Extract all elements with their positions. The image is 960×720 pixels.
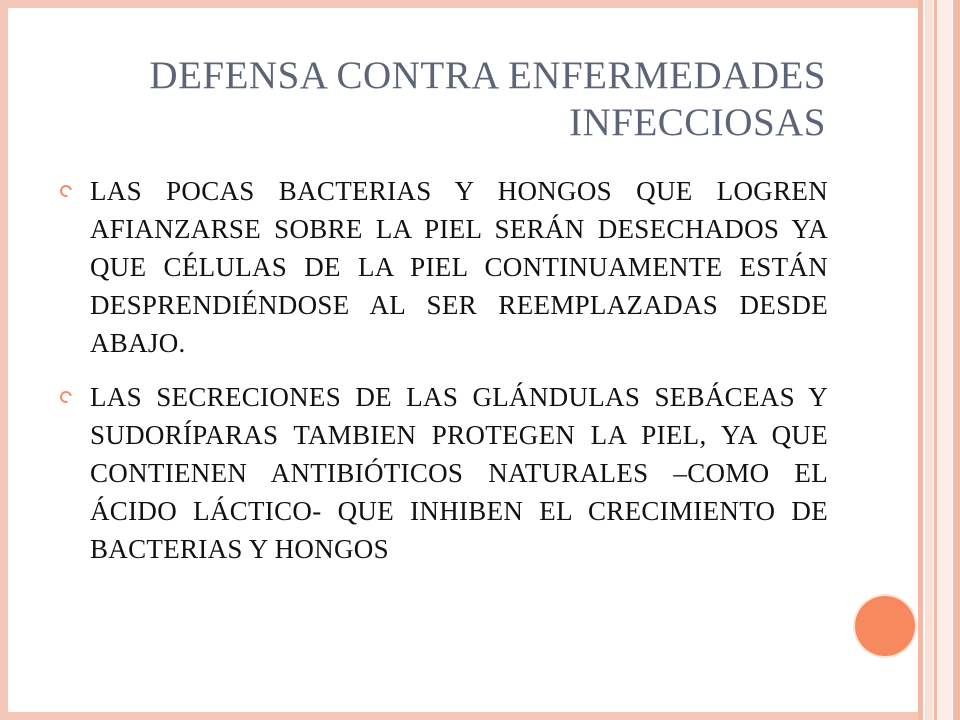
bullet-list xyxy=(60,172,828,584)
bullet-text: LAS POCAS BACTERIAS Y HONGOS QUE LOGREN AFIANZARSE SOBRE LA PIEL SERÁN DESECHADOS YA QUE CÉLULAS DE LA PIEL CONTINUAMENTE ESTÁN DESPRENDIÉNDOSE AL SER REEMPLAZADAS DESDE ABAJO. xyxy=(90,176,828,358)
decorative-stripe xyxy=(925,0,933,720)
slide-border-left xyxy=(0,0,8,720)
decorative-circle-icon xyxy=(855,596,915,656)
slide-border-bottom xyxy=(0,712,920,720)
bullet-item xyxy=(60,378,828,568)
slide-title xyxy=(60,52,826,146)
slide-border-top xyxy=(0,0,920,8)
bullet-text: LAS SECRECIONES DE LAS GLÁNDULAS SEBÁCEAS Y SUDORÍPARAS TAMBIEN PROTEGEN LA PIEL, YA QUE CONTIENEN ANTIBIÓTICOS NATURALES –COMO EL ÁCIDO LÁCTICO- QUE INHIBEN EL CRECIMIENTO DE BACTERIAS Y HONGOS xyxy=(90,382,828,564)
bullet-item xyxy=(60,172,828,362)
decorative-stripe xyxy=(953,0,960,720)
bullet-ring-icon xyxy=(58,183,74,199)
slide-title-line: INFECCIOSAS xyxy=(569,101,826,144)
decorative-stripe xyxy=(934,0,937,720)
decorative-stripe xyxy=(938,0,952,720)
decorative-stripe xyxy=(918,0,923,720)
bullet-ring-icon xyxy=(58,389,74,405)
slide-title-line: DEFENSA CONTRA ENFERMEDADES xyxy=(149,54,826,97)
